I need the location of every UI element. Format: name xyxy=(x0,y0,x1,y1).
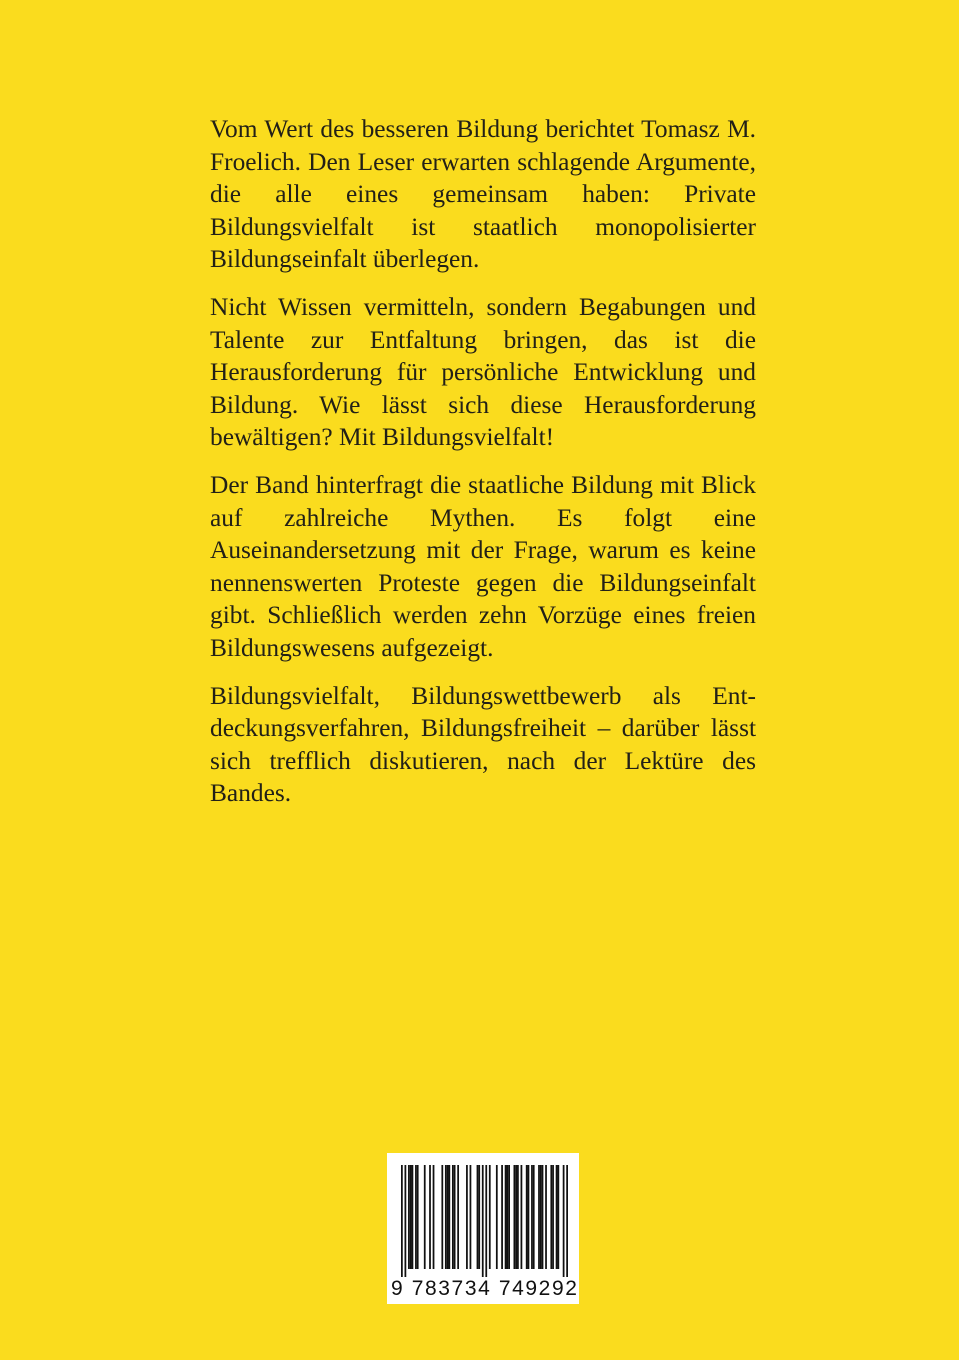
barcode-bar xyxy=(466,1165,468,1269)
barcode-bar xyxy=(526,1165,528,1269)
blurb-text xyxy=(210,113,756,825)
barcode-bar xyxy=(521,1165,523,1269)
barcode-bar xyxy=(542,1165,544,1269)
barcode-bar xyxy=(401,1165,403,1277)
barcode-bar xyxy=(528,1165,530,1269)
barcode-bar xyxy=(452,1165,454,1269)
barcode-bar xyxy=(501,1165,503,1269)
barcode-bar xyxy=(470,1165,472,1269)
barcode-bar xyxy=(508,1165,510,1269)
barcode-bar xyxy=(566,1165,568,1277)
barcode-bar xyxy=(515,1165,517,1269)
barcode-bar xyxy=(506,1165,508,1269)
barcode-bar xyxy=(489,1165,491,1269)
barcode-bar xyxy=(514,1165,516,1269)
barcode-bar xyxy=(441,1165,443,1269)
barcode-bar xyxy=(533,1165,535,1269)
barcode-bar xyxy=(540,1165,542,1269)
blurb-paragraph-4: Bildungsvielfalt, Bildungswettbewerb als Entdeckungsverfahren, Bildungsfreiheit – darüber lässt sich trefflich diskutieren, nach der Lektüre des Bandes. xyxy=(210,681,756,808)
barcode-bar xyxy=(496,1165,498,1269)
barcode-bar xyxy=(410,1165,412,1269)
barcode-bar xyxy=(557,1165,559,1269)
barcode-bar xyxy=(531,1165,533,1269)
blurb-paragraph-2: Nicht Wissen vermitteln, sondern Begabungen und Talente zur Entfaltung bringen, das ist die Herausforderung für persönliche Entwicklung und Bildung. Wie lässt sich diese Herausforderung bewältigen? Mit Bildungsvielfalt! xyxy=(210,292,756,452)
barcode-bar xyxy=(485,1165,487,1277)
barcode-bar xyxy=(447,1165,449,1269)
barcode-bar xyxy=(429,1165,431,1269)
barcode-bar xyxy=(457,1165,459,1269)
barcode-bar xyxy=(556,1165,558,1269)
barcode-bar xyxy=(545,1165,547,1269)
barcode-bar xyxy=(415,1165,417,1269)
barcode-bar xyxy=(454,1165,456,1269)
isbn-barcode xyxy=(387,1153,579,1304)
barcode-bar xyxy=(448,1165,450,1269)
barcode-bar xyxy=(505,1165,507,1269)
barcode-bar xyxy=(538,1165,540,1269)
barcode-bar xyxy=(424,1165,426,1269)
barcode-number: 9 783734 749292 xyxy=(391,1277,579,1300)
barcode-bar xyxy=(552,1165,554,1269)
barcode-bar xyxy=(482,1165,484,1277)
barcode-bar xyxy=(563,1165,565,1277)
barcode-bar xyxy=(478,1165,480,1269)
blurb-paragraph-3: Der Band hinterfragt die staatliche Bildung mit Blick auf zahlreiche Mythen. Es folgt eine Auseinandersetzung mit der Frage, warum es keine nennenswerten Proteste gegen die Bildungseinfalt gibt. Schließlich werden zehn Vorzüge eines freien Bildungswesens aufgezeigt. xyxy=(210,470,756,662)
barcode-bar xyxy=(517,1165,519,1269)
barcode-bar xyxy=(417,1165,419,1269)
barcode-bar xyxy=(405,1165,407,1277)
barcode-bar xyxy=(412,1165,414,1269)
barcode-bar xyxy=(445,1165,447,1269)
blurb-paragraph-1: Vom Wert des besseren Bildung berichtet Tomasz M. Froelich. Den Leser erwarten schlagende Argumente, die alle eines gemeinsam haben: Private Bildungsvielfalt ist staatlich monopolisierter Bildungseinfalt überlegen. xyxy=(210,115,756,274)
barcode-bars xyxy=(401,1165,568,1277)
barcode-bar xyxy=(433,1165,435,1269)
barcode-bar xyxy=(550,1165,552,1269)
barcode-bar xyxy=(408,1165,410,1269)
barcode-bar xyxy=(477,1165,479,1269)
